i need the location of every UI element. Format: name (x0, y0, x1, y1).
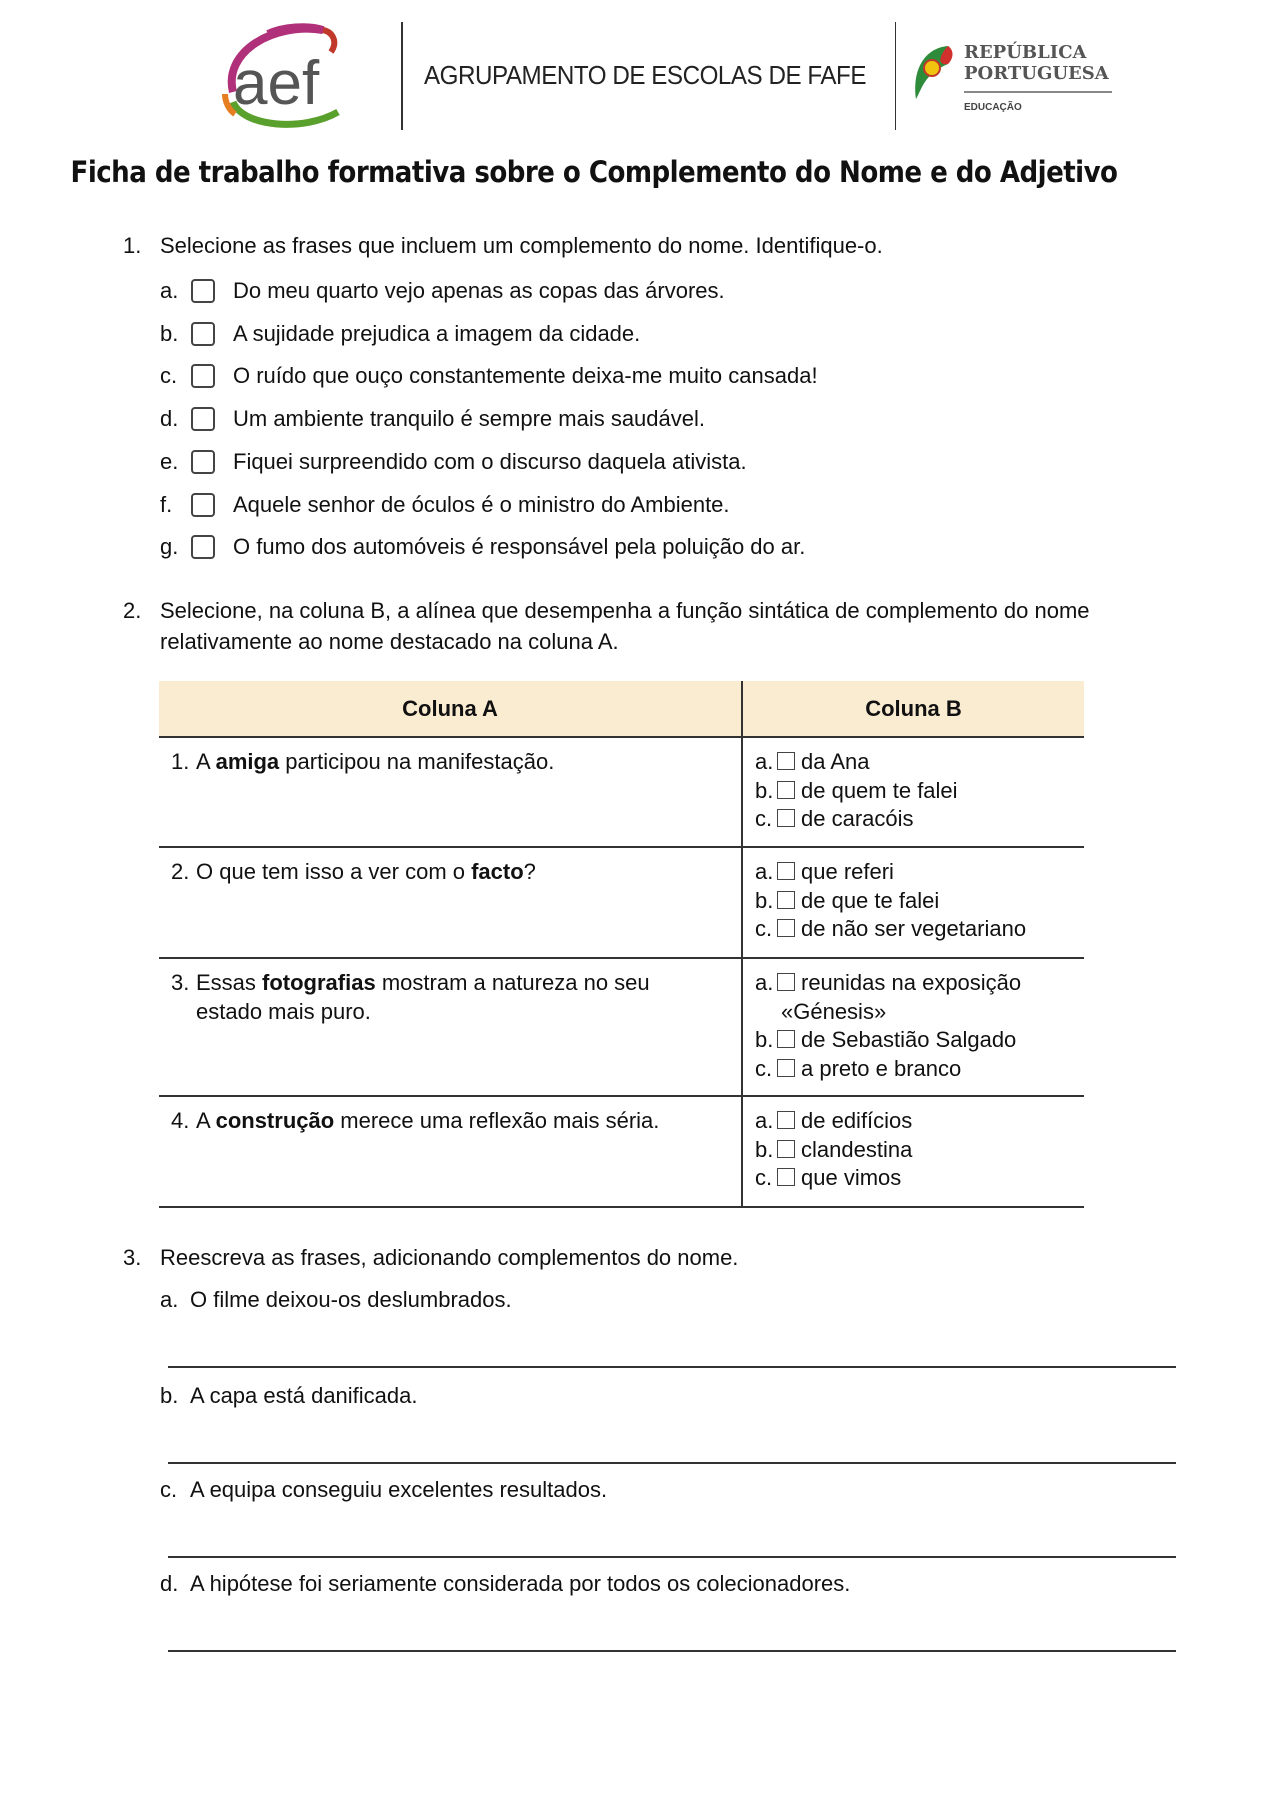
column-a-cell (159, 1096, 742, 1207)
q1-option (160, 447, 747, 477)
checkbox[interactable] (191, 407, 215, 431)
question-prompt: Selecione, na coluna B, a alínea que desempenha a função sintática de complemento do nome (160, 598, 1090, 623)
checkbox[interactable] (777, 1111, 795, 1129)
column-b-cell (742, 1096, 1084, 1207)
logo-rule (964, 91, 1112, 93)
row-number: 2. (171, 859, 190, 884)
sentence-part: A (196, 1108, 216, 1133)
school-name: AGRUPAMENTO DE ESCOLAS DE FAFE (424, 60, 866, 90)
sentence-part: participou na manifestação. (279, 749, 555, 774)
aef-logo (213, 22, 363, 132)
option-text: de Sebastião Salgado (801, 1027, 1017, 1052)
republic-line2: PORTUGUESA (964, 63, 1109, 84)
table-row (159, 958, 1084, 1096)
option-letter: a. (755, 1108, 774, 1133)
option-letter: f. (160, 491, 173, 517)
column-b-option (755, 777, 1072, 806)
option-text-continued: «Génesis» (781, 998, 887, 1024)
checkbox[interactable] (191, 322, 215, 346)
option-letter: a. (755, 859, 774, 884)
checkbox[interactable] (777, 781, 795, 799)
question-number: 3. (123, 1245, 142, 1270)
column-b-option (755, 969, 1072, 998)
checkbox[interactable] (777, 809, 795, 827)
republic-sub: EDUCAÇÃO (964, 102, 1022, 113)
question-prompt: Selecione as frases que incluem um complemento do nome. Identifique-o. (160, 233, 883, 258)
option-letter: b. (755, 1027, 774, 1052)
row-number: 3. (171, 970, 190, 995)
question-3 (123, 1245, 738, 1271)
option-letter: a. (755, 970, 774, 995)
sentence-text: A hipótese foi seriamente considerada por todos os colecionadores. (190, 1571, 851, 1596)
option-text: Um ambiente tranquilo é sempre mais saudável. (233, 406, 706, 432)
column-b-option (755, 887, 1072, 916)
option-text: que vimos (801, 1165, 902, 1190)
checkbox[interactable] (777, 862, 795, 880)
checkbox[interactable] (191, 535, 215, 559)
option-text: da Ana (801, 749, 870, 774)
option-letter: b. (755, 887, 774, 913)
column-b-option (755, 858, 1072, 887)
column-b-cell (742, 737, 1084, 847)
highlighted-noun: fotografias (262, 970, 376, 995)
header-divider (401, 22, 403, 130)
question-number: 1. (123, 233, 142, 258)
sentence-text: A capa está danificada. (190, 1383, 418, 1408)
question-number: 2. (123, 598, 142, 623)
checkbox[interactable] (777, 973, 795, 991)
option-letter: c. (160, 1477, 178, 1502)
column-a-cell (159, 737, 742, 847)
checkbox[interactable] (777, 1059, 795, 1077)
column-b-option (755, 1026, 1072, 1055)
q3-sentence (160, 1383, 418, 1409)
svg-text:aef: aef (233, 49, 320, 118)
checkbox[interactable] (191, 364, 215, 388)
option-text: reunidas na exposição (801, 970, 1022, 995)
option-letter: c. (160, 363, 178, 389)
option-text: Aquele senhor de óculos é o ministro do Ambiente. (233, 491, 730, 517)
q1-option (160, 276, 725, 306)
answer-line[interactable] (168, 1650, 1176, 1652)
option-text: Do meu quarto vejo apenas as copas das árvores. (233, 278, 725, 303)
sentence-part: A (196, 749, 216, 774)
row-number: 1. (171, 749, 190, 774)
matching-table (159, 681, 1084, 1208)
option-text: de edifícios (801, 1108, 913, 1133)
option-letter: e. (160, 448, 179, 474)
option-text: Fiquei surpreendido com o discurso daquela ativista. (233, 448, 747, 474)
column-b-header: Coluna B (742, 681, 1084, 737)
option-text: a preto e branco (801, 1055, 962, 1081)
answer-line[interactable] (168, 1366, 1176, 1368)
checkbox[interactable] (191, 493, 215, 517)
table-row (159, 737, 1084, 847)
question-1 (123, 233, 883, 259)
column-b-option (755, 1164, 1072, 1193)
q1-option (160, 319, 640, 349)
sentence-continued: estado mais puro. (196, 998, 371, 1024)
column-b-option (755, 1136, 1072, 1165)
option-letter: c. (755, 916, 773, 941)
option-text: clandestina (801, 1136, 913, 1162)
option-letter: a. (755, 749, 774, 774)
sentence-text: A equipa conseguiu excelentes resultados. (190, 1477, 608, 1502)
row-number: 4. (171, 1108, 190, 1133)
option-letter: d. (160, 406, 179, 432)
option-text: A sujidade prejudica a imagem da cidade. (233, 320, 641, 346)
checkbox[interactable] (777, 919, 795, 937)
option-letter: a. (160, 278, 179, 303)
option-letter: g. (160, 534, 179, 560)
option-text: O ruído que ouço constantemente deixa-me muito cansada! (233, 363, 818, 389)
table-row (159, 847, 1084, 958)
header-divider (895, 22, 896, 130)
q3-sentence (160, 1477, 607, 1503)
highlighted-noun: amiga (215, 749, 280, 774)
sentence-part: merece uma reflexão mais séria. (334, 1108, 660, 1133)
checkbox[interactable] (777, 1168, 795, 1186)
checkbox[interactable] (777, 891, 795, 909)
column-b-cell (742, 847, 1084, 958)
question-prompt: Reescreva as frases, adicionando complementos do nome. (160, 1245, 739, 1270)
q3-sentence (160, 1571, 850, 1597)
republic-line1: REPÚBLICA (964, 42, 1087, 63)
option-letter: c. (755, 1055, 773, 1081)
option-letter: b. (755, 1136, 774, 1162)
q3-sentence (160, 1287, 512, 1313)
column-b-option (755, 805, 1072, 834)
option-letter: d. (160, 1571, 179, 1596)
checkbox[interactable] (777, 1030, 795, 1048)
sentence-part: mostram a natureza no seu (375, 970, 650, 995)
question-2 (123, 598, 1090, 624)
sentence-part: Essas (196, 970, 263, 995)
column-a-cell (159, 958, 742, 1096)
column-b-option (755, 1107, 1072, 1136)
option-text: de que te falei (801, 887, 940, 913)
checkbox[interactable] (777, 1140, 795, 1158)
sentence-text: O filme deixou-os deslumbrados. (190, 1287, 512, 1312)
page-title: Ficha de trabalho formativa sobre o Complemento do Nome e do Adjetivo (70, 155, 1118, 189)
q1-option (160, 490, 730, 520)
option-text: de não ser vegetariano (801, 916, 1027, 941)
column-b-option (755, 748, 1072, 777)
checkbox[interactable] (191, 279, 215, 303)
option-letter: c. (755, 1165, 773, 1190)
portugal-emblem-icon (910, 44, 956, 104)
column-a-header: Coluna A (159, 681, 742, 737)
sentence-part: O que tem isso a ver com o (196, 859, 472, 884)
option-letter: b. (160, 320, 179, 346)
highlighted-noun: facto (471, 859, 524, 884)
option-letter: c. (755, 806, 773, 831)
option-text: de caracóis (801, 806, 914, 831)
sentence-part: ? (523, 859, 536, 884)
republica-portuguesa-logo (910, 42, 1115, 122)
answer-line[interactable] (168, 1556, 1176, 1558)
checkbox[interactable] (777, 752, 795, 770)
column-b-cell (742, 958, 1084, 1096)
answer-line[interactable] (168, 1462, 1176, 1464)
highlighted-noun: construção (215, 1108, 335, 1133)
option-letter: b. (160, 1383, 179, 1408)
q1-option (160, 532, 805, 562)
column-b-option (755, 915, 1072, 944)
option-text: de quem te falei (801, 777, 958, 803)
question-2-continued: relativamente ao nome destacado na coluna A. (160, 629, 619, 654)
table-row (159, 1096, 1084, 1207)
q1-option (160, 404, 705, 434)
option-text: que referi (801, 859, 894, 884)
q1-option (160, 361, 818, 391)
option-letter: a. (160, 1287, 179, 1312)
column-a-cell (159, 847, 742, 958)
option-text: O fumo dos automóveis é responsável pela poluição do ar. (233, 534, 806, 560)
option-letter: b. (755, 777, 774, 803)
column-b-option (755, 1055, 1072, 1084)
checkbox[interactable] (191, 450, 215, 474)
